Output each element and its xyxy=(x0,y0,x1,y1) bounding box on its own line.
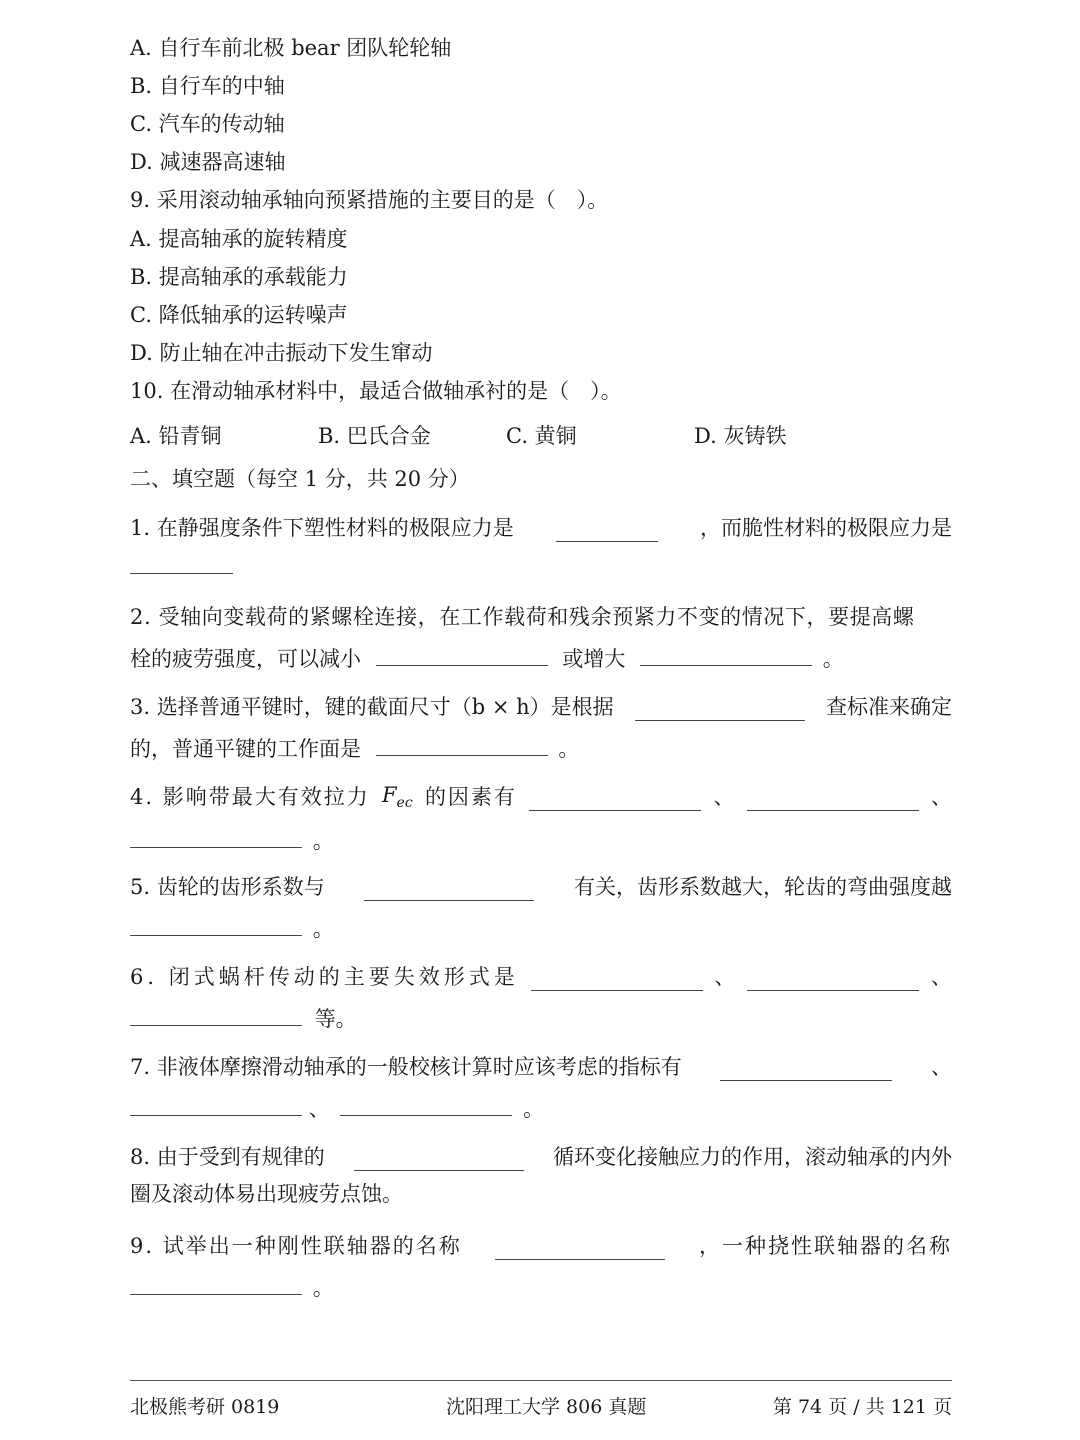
q9-option-d: D. 防止轴在冲击振动下发生窜动 xyxy=(130,341,433,365)
fill-q7-line1 xyxy=(130,1051,952,1081)
separator: 、 xyxy=(931,1055,952,1079)
fill-q4-end: 。 xyxy=(312,829,334,853)
fill-q6-line1 xyxy=(130,961,952,991)
answer-blank[interactable] xyxy=(747,970,919,991)
fill-q6-text-a: 6. 闭式蜗杆传动的主要失效形式是 xyxy=(130,965,519,989)
fill-q7-text-a: 7. 非液体摩擦滑动轴承的一般校核计算时应该考虑的指标有 xyxy=(130,1055,682,1079)
q10-options xyxy=(130,420,950,448)
answer-blank[interactable] xyxy=(130,1274,302,1295)
answer-blank[interactable] xyxy=(529,790,701,811)
fill-q1-line1 xyxy=(130,512,952,542)
fill-q8-text-a: 8. 由于受到有规律的 xyxy=(130,1145,325,1169)
fill-q8-line2: 圈及滚动体易出现疲劳点蚀。 xyxy=(130,1182,403,1206)
fill-q2-line2 xyxy=(130,645,844,670)
answer-blank[interactable] xyxy=(531,970,703,991)
fill-q3-text-a: 3. 选择普通平键时，键的截面尺寸（b × h）是根据 xyxy=(130,695,614,719)
fill-q2-line1 xyxy=(130,601,952,631)
fill-q7-end: 。 xyxy=(523,1097,545,1121)
fill-q3-text-b: 查标准来确定 xyxy=(826,695,952,719)
fill-q2-text-a: 栓的疲劳强度，可以减小 xyxy=(130,647,361,671)
fill-q8-text-b: 循环变化接触应力的作用，滚动轴承的内外 xyxy=(553,1145,952,1169)
q9-stem: 9. 采用滚动轴承轴向预紧措施的主要目的是（ ）。 xyxy=(130,188,609,212)
fill-q6-end: 等。 xyxy=(314,1007,357,1031)
separator: 、 xyxy=(308,1097,330,1121)
answer-blank[interactable] xyxy=(376,735,548,756)
q8-option-b: B. 自行车的中轴 xyxy=(130,74,285,98)
section-title: 二、填空题（每空 1 分，共 20 分） xyxy=(130,467,470,491)
q10-stem: 10. 在滑动轴承材料中，最适合做轴承衬的是（ ）。 xyxy=(130,379,622,403)
footer-page-number: 第 74 页 / 共 121 页 xyxy=(772,1396,952,1418)
answer-blank[interactable] xyxy=(130,553,233,574)
fill-q2-text-1: 2. 受轴向变载荷的紧螺栓连接，在工作载荷和残余预紧力不变的情况下，要提高螺 xyxy=(130,605,915,629)
fill-q3-line2 xyxy=(130,735,579,760)
separator: 、 xyxy=(713,785,735,809)
fill-q9-text-b: ，一种挠性联轴器的名称 xyxy=(699,1234,952,1258)
footer-left: 北极熊考研 0819 xyxy=(130,1396,280,1418)
answer-blank[interactable] xyxy=(556,521,658,542)
answer-blank[interactable] xyxy=(635,700,805,721)
fill-q8-line1 xyxy=(130,1141,952,1171)
answer-blank[interactable] xyxy=(130,915,302,936)
footer-divider xyxy=(130,1380,952,1381)
fill-q2-text-b: 或增大 xyxy=(562,647,626,671)
footer-center: 沈阳理工大学 806 真题 xyxy=(446,1396,647,1418)
answer-blank[interactable] xyxy=(376,645,548,666)
answer-blank[interactable] xyxy=(130,1005,302,1026)
fill-q3-text-c: 的，普通平键的工作面是 xyxy=(130,737,361,761)
q9-option-c: C. 降低轴承的运转噪声 xyxy=(130,303,348,327)
q10-option-d: D. 灰铸铁 xyxy=(694,424,787,448)
q10-option-a: A. 铅青铜 xyxy=(130,424,222,448)
fill-q4-symbol: $F_{ec}$ xyxy=(381,782,413,811)
answer-blank[interactable] xyxy=(340,1095,512,1116)
fill-q9-line1 xyxy=(130,1230,952,1260)
fill-q5-text-b: 有关，齿形系数越大，轮齿的弯曲强度越 xyxy=(574,875,952,899)
fill-q9-line2 xyxy=(130,1274,334,1299)
q9-option-a: A. 提高轴承的旋转精度 xyxy=(130,227,348,251)
fill-q5-line1 xyxy=(130,871,952,901)
answer-blank[interactable] xyxy=(364,880,534,901)
fill-q4-text-a: 4. 影响带最大有效拉力 xyxy=(130,785,370,809)
fill-q4-line2 xyxy=(130,827,334,852)
answer-blank[interactable] xyxy=(720,1060,892,1081)
fill-q5-text-a: 5. 齿轮的齿形系数与 xyxy=(130,875,325,899)
answer-blank[interactable] xyxy=(640,645,812,666)
fill-q9-text-a: 9. 试举出一种刚性联轴器的名称 xyxy=(130,1234,462,1258)
answer-blank[interactable] xyxy=(130,1095,302,1116)
fill-q4-line1 xyxy=(130,781,952,811)
fill-q1-text-a: 1. 在静强度条件下塑性材料的极限应力是 xyxy=(130,516,514,540)
fill-q2-end: 。 xyxy=(822,647,844,671)
fill-q1-text-b: ，而脆性材料的极限应力是 xyxy=(700,516,952,540)
separator: 、 xyxy=(714,965,736,989)
separator: 、 xyxy=(930,785,952,809)
q9-option-b: B. 提高轴承的承载能力 xyxy=(130,265,348,289)
fill-q6-line2 xyxy=(130,1005,357,1030)
fill-q4-text-b: 的因素有 xyxy=(424,785,517,809)
answer-blank[interactable] xyxy=(747,790,919,811)
q10-option-b: B. 巴氏合金 xyxy=(318,424,431,448)
fill-q7-line2 xyxy=(130,1095,544,1120)
answer-blank[interactable] xyxy=(495,1239,665,1260)
fill-q3-end: 。 xyxy=(558,737,580,761)
fill-q1-line2 xyxy=(130,553,233,578)
q8-option-c: C. 汽车的传动轴 xyxy=(130,112,285,136)
answer-blank[interactable] xyxy=(354,1150,524,1171)
fill-q9-end: 。 xyxy=(312,1276,334,1300)
separator: 、 xyxy=(930,965,952,989)
fill-q3-line1 xyxy=(130,691,952,721)
fill-q5-end: 。 xyxy=(312,917,334,941)
q8-option-d: D. 减速器高速轴 xyxy=(130,150,286,174)
q8-option-a: A. 自行车前北极 bear 团队轮轮轴 xyxy=(130,36,452,60)
answer-blank[interactable] xyxy=(130,827,302,848)
q10-option-c: C. 黄铜 xyxy=(506,424,577,448)
fill-q5-line2 xyxy=(130,915,334,940)
